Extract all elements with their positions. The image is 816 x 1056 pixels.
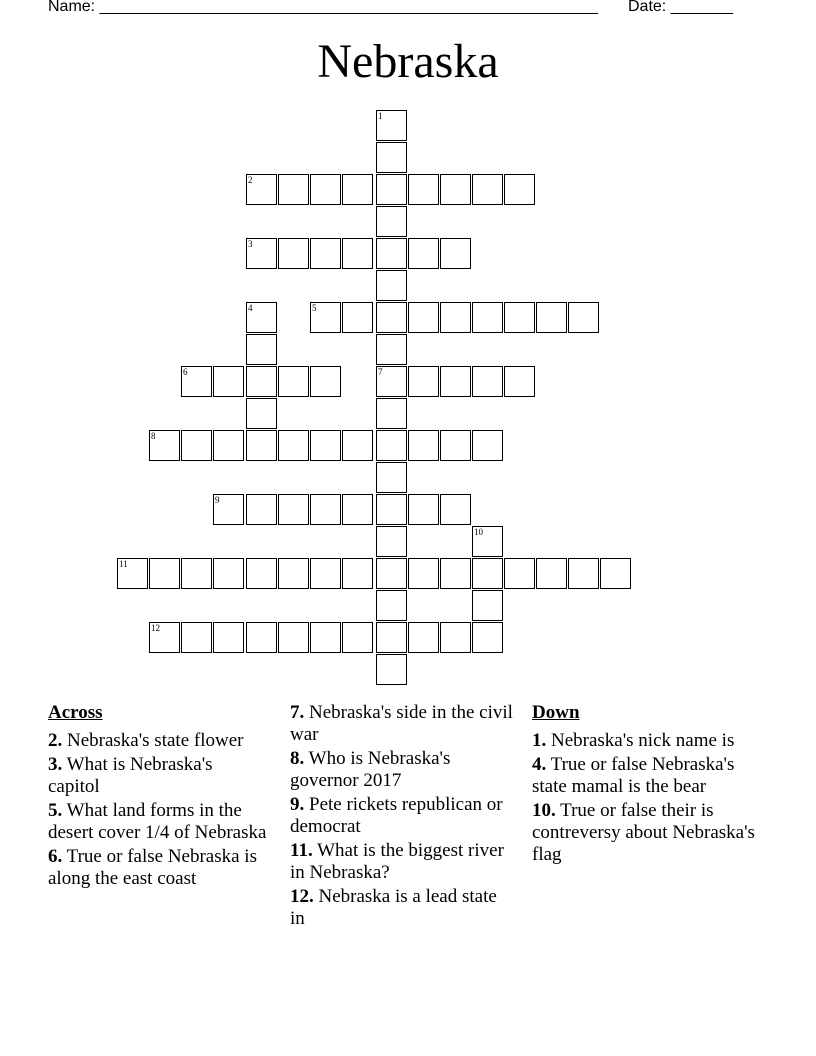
crossword-cell[interactable]: [310, 174, 341, 205]
crossword-cell[interactable]: [213, 622, 244, 653]
crossword-cell[interactable]: [246, 302, 277, 333]
crossword-cell[interactable]: [440, 494, 471, 525]
crossword-cell[interactable]: [440, 174, 471, 205]
clue-text: What is Nebraska's capitol: [48, 754, 213, 797]
crossword-cell[interactable]: [278, 622, 309, 653]
crossword-cell[interactable]: [408, 558, 439, 589]
crossword-cell[interactable]: [472, 430, 503, 461]
clue-text: What is the biggest river in Nebraska?: [290, 840, 504, 883]
crossword-cell[interactable]: [408, 494, 439, 525]
crossword-cell[interactable]: [213, 494, 244, 525]
crossword-cell[interactable]: [310, 302, 341, 333]
crossword-cell[interactable]: [342, 238, 373, 269]
crossword-cell[interactable]: [376, 430, 407, 461]
clue-across-3: [48, 754, 268, 798]
crossword-cell[interactable]: [342, 494, 373, 525]
clue-number: 5.: [48, 800, 63, 821]
crossword-cell[interactable]: [117, 558, 148, 589]
crossword-cell[interactable]: [278, 494, 309, 525]
crossword-cell[interactable]: [246, 334, 277, 365]
crossword-cell[interactable]: [342, 622, 373, 653]
crossword-cell[interactable]: [376, 270, 407, 301]
clue-across-8: [290, 748, 515, 792]
crossword-cell[interactable]: [213, 558, 244, 589]
clue-number: 12.: [290, 886, 314, 907]
crossword-cell[interactable]: [376, 526, 407, 557]
crossword-cell[interactable]: [181, 558, 212, 589]
crossword-cell[interactable]: [181, 622, 212, 653]
clue-number: 2.: [48, 730, 63, 751]
clue-number: 3.: [48, 754, 63, 775]
crossword-cell[interactable]: [342, 174, 373, 205]
crossword-cell[interactable]: [246, 398, 277, 429]
crossword-cell[interactable]: [536, 558, 567, 589]
clue-across-6: [48, 846, 268, 890]
clue-across-12: [290, 886, 515, 930]
crossword-cell[interactable]: [213, 366, 244, 397]
crossword-cell[interactable]: [408, 366, 439, 397]
crossword-cell[interactable]: [246, 366, 277, 397]
crossword-cell[interactable]: [376, 302, 407, 333]
clue-number: 4.: [532, 754, 547, 775]
crossword-cell[interactable]: [504, 302, 535, 333]
crossword-cell[interactable]: [278, 238, 309, 269]
crossword-cell[interactable]: [376, 398, 407, 429]
crossword-cell[interactable]: [376, 206, 407, 237]
crossword-cell[interactable]: [472, 590, 503, 621]
crossword-cell[interactable]: [504, 558, 535, 589]
crossword-cell[interactable]: [408, 622, 439, 653]
cell-clue-number: 10: [474, 527, 483, 537]
crossword-cell[interactable]: [376, 622, 407, 653]
clue-text: Nebraska's state flower: [67, 730, 244, 751]
crossword-cell[interactable]: [310, 494, 341, 525]
crossword-cell[interactable]: [376, 590, 407, 621]
cell-clue-number: 3: [248, 239, 253, 249]
crossword-cell[interactable]: [246, 558, 277, 589]
crossword-cell[interactable]: [472, 558, 503, 589]
across-heading: Across: [48, 702, 103, 723]
cell-clue-number: 1: [378, 111, 383, 121]
crossword-cell[interactable]: [246, 430, 277, 461]
clue-number: 8.: [290, 748, 305, 769]
crossword-cell[interactable]: [568, 558, 599, 589]
crossword-cell[interactable]: [440, 622, 471, 653]
page-title: Nebraska: [317, 35, 499, 88]
clue-down-10: [532, 800, 762, 866]
crossword-cell[interactable]: [342, 430, 373, 461]
cell-clue-number: 7: [378, 367, 383, 377]
cell-clue-number: 8: [151, 431, 156, 441]
clue-number: 6.: [48, 846, 63, 867]
crossword-cell[interactable]: [376, 494, 407, 525]
crossword-cell[interactable]: [376, 334, 407, 365]
crossword-cell[interactable]: [536, 302, 567, 333]
crossword-cell[interactable]: [376, 558, 407, 589]
clue-number: 1.: [532, 730, 547, 751]
cell-clue-number: 5: [312, 303, 317, 313]
clue-text: True or false their is contreversy about Nebraska's flag: [532, 800, 755, 865]
crossword-cell[interactable]: [278, 558, 309, 589]
clue-number: 10.: [532, 800, 556, 821]
cell-clue-number: 2: [248, 175, 253, 185]
crossword-cell[interactable]: [310, 238, 341, 269]
crossword-cell[interactable]: [408, 302, 439, 333]
crossword-cell[interactable]: [568, 302, 599, 333]
crossword-cell[interactable]: [278, 430, 309, 461]
name-field-label: Name: ________________________________________________________: [48, 0, 598, 15]
crossword-cell[interactable]: [342, 558, 373, 589]
clue-text: True or false Nebraska is along the east coast: [48, 846, 257, 889]
clue-number: 7.: [290, 702, 305, 723]
clue-down-4: [532, 754, 762, 798]
crossword-cell[interactable]: [376, 462, 407, 493]
clue-text: True or false Nebraska's state mamal is the bear: [532, 754, 735, 797]
clues-column-1: [48, 702, 268, 892]
down-heading: Down: [532, 702, 580, 723]
clue-text: What land forms in the desert cover 1/4 of Nebraska: [48, 800, 267, 843]
crossword-cell[interactable]: [149, 558, 180, 589]
clue-text: Who is Nebraska's governor 2017: [290, 748, 451, 791]
crossword-cell[interactable]: [504, 174, 535, 205]
clue-number: 11.: [290, 840, 313, 861]
crossword-cell[interactable]: [440, 238, 471, 269]
crossword-cell[interactable]: [310, 430, 341, 461]
crossword-cell[interactable]: [472, 174, 503, 205]
clue-across-9: [290, 794, 515, 838]
clue-text: Pete rickets republican or democrat: [290, 794, 503, 837]
crossword-cell[interactable]: [342, 302, 373, 333]
clues-column-2: [290, 702, 515, 932]
crossword-cell[interactable]: [376, 366, 407, 397]
crossword-cell[interactable]: [440, 430, 471, 461]
crossword-cell[interactable]: [310, 558, 341, 589]
crossword-cell[interactable]: [504, 366, 535, 397]
crossword-cell[interactable]: [246, 622, 277, 653]
cell-clue-number: 9: [215, 495, 220, 505]
crossword-cell[interactable]: [376, 238, 407, 269]
crossword-cell[interactable]: [376, 654, 407, 685]
clue-across-2: [48, 730, 268, 752]
crossword-cell[interactable]: [440, 366, 471, 397]
crossword-cell[interactable]: [246, 238, 277, 269]
cell-clue-number: 11: [119, 559, 128, 569]
crossword-cell[interactable]: [149, 622, 180, 653]
crossword-cell[interactable]: [310, 366, 341, 397]
clue-down-1: [532, 730, 762, 752]
crossword-cell[interactable]: [472, 366, 503, 397]
crossword-cell[interactable]: [600, 558, 631, 589]
clue-text: Nebraska's nick name is: [551, 730, 735, 751]
crossword-cell[interactable]: [408, 430, 439, 461]
clue-across-7: [290, 702, 515, 746]
crossword-cell[interactable]: [181, 430, 212, 461]
crossword-cell[interactable]: [310, 622, 341, 653]
crossword-cell[interactable]: [376, 174, 407, 205]
clue-across-11: [290, 840, 515, 884]
crossword-cell[interactable]: [472, 622, 503, 653]
crossword-cell[interactable]: [213, 430, 244, 461]
crossword-cell[interactable]: [472, 526, 503, 557]
crossword-cell[interactable]: [408, 174, 439, 205]
crossword-cell[interactable]: [440, 558, 471, 589]
cell-clue-number: 12: [151, 623, 160, 633]
clue-text: Nebraska is a lead state in: [290, 886, 497, 929]
crossword-cell[interactable]: [181, 366, 212, 397]
date-field-label: Date: _______: [628, 0, 733, 15]
clue-across-5: [48, 800, 268, 844]
crossword-cell[interactable]: [376, 110, 407, 141]
cell-clue-number: 6: [183, 367, 188, 377]
clues-column-3: [532, 702, 762, 868]
crossword-cell[interactable]: [440, 302, 471, 333]
crossword-cell[interactable]: [472, 302, 503, 333]
crossword-cell[interactable]: [149, 430, 180, 461]
clue-number: 9.: [290, 794, 305, 815]
crossword-cell[interactable]: [278, 174, 309, 205]
crossword-cell[interactable]: [246, 494, 277, 525]
crossword-cell[interactable]: [408, 238, 439, 269]
crossword-cell[interactable]: [246, 174, 277, 205]
cell-clue-number: 4: [248, 303, 253, 313]
crossword-cell[interactable]: [376, 142, 407, 173]
clue-text: Nebraska's side in the civil war: [290, 702, 513, 745]
crossword-cell[interactable]: [278, 366, 309, 397]
